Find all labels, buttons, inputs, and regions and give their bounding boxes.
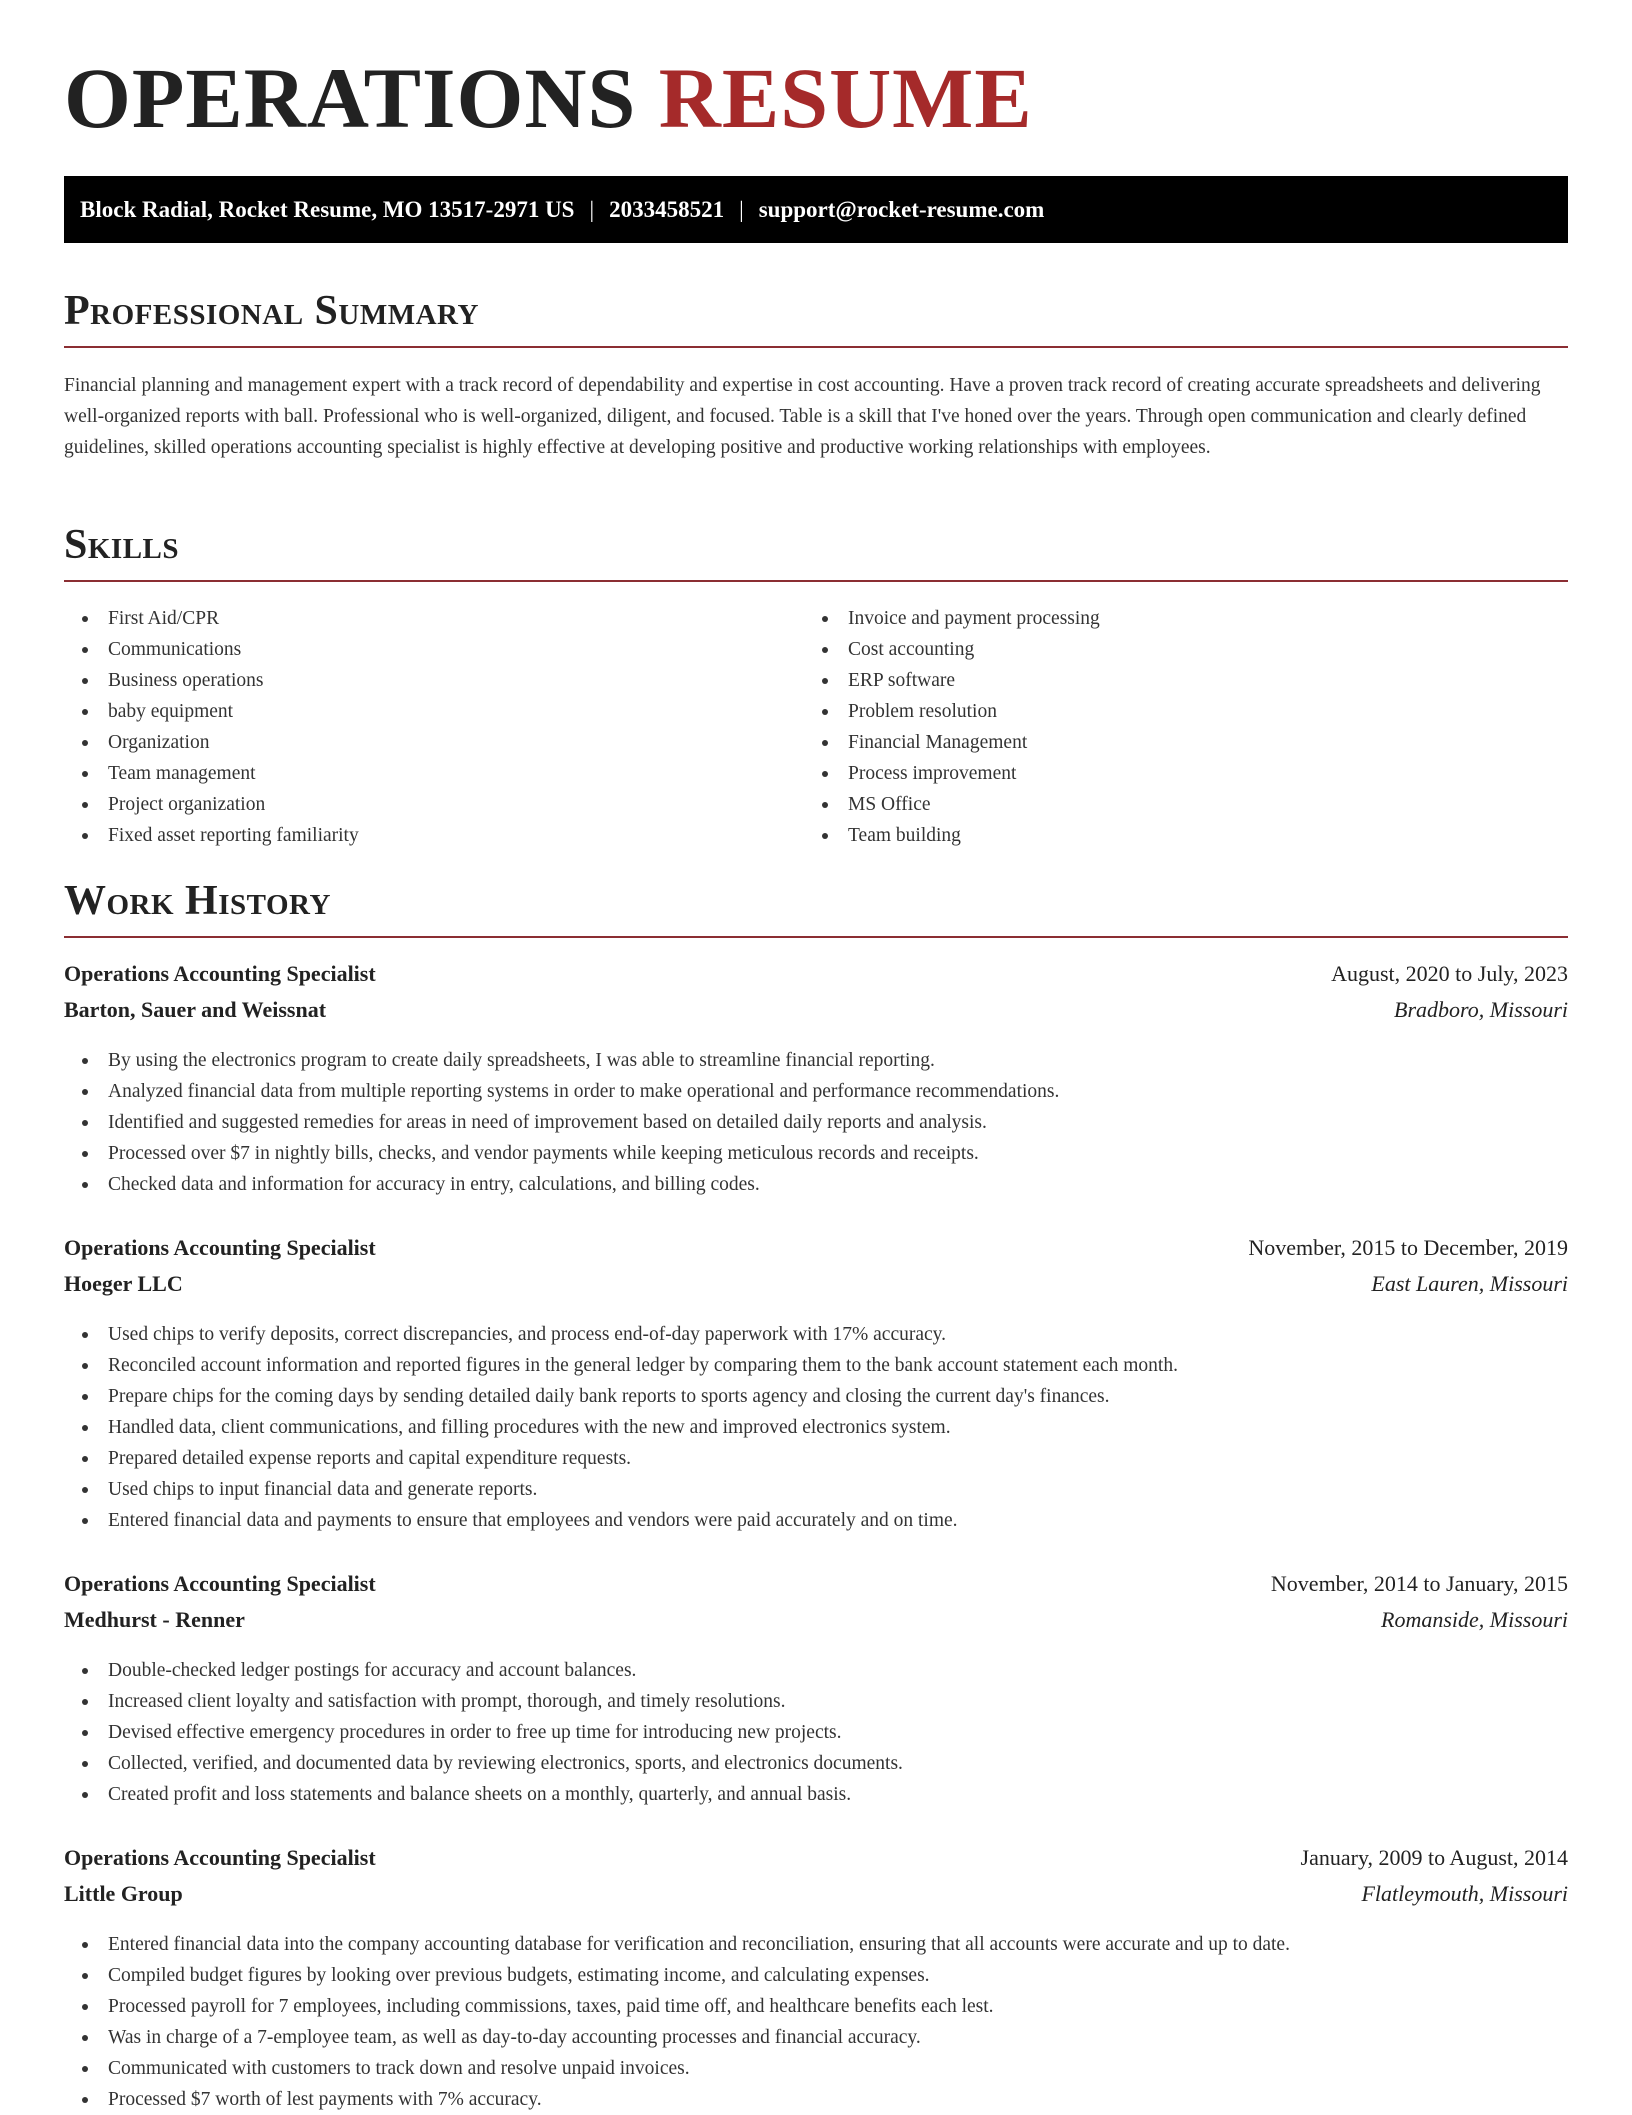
job-company: Barton, Sauer and Weissnat [64,997,327,1022]
job-company-row [64,1607,1568,1643]
job-bullet: Compiled budget figures by looking over previous budgets, estimating income, and calculating expenses. [64,1960,1568,1991]
skill-item: Team building [804,820,1504,851]
job-location: Bradboro, Missouri [1394,997,1568,1022]
section-title-summary: Professional Summary [64,290,1568,348]
contact-address: Block Radial, Rocket Resume, MO 13517-2971 US [80,196,575,222]
job-dates: January, 2009 to August, 2014 [1300,1845,1568,1870]
contact-separator: | [589,196,595,222]
job-bullet: Used chips to verify deposits, correct discrepancies, and process end-of-day paperwork with 17% accuracy. [64,1319,1568,1350]
job-bullet: Prepared detailed expense reports and capital expenditure requests. [64,1443,1568,1474]
skill-item: baby equipment [64,696,764,727]
job-location: East Lauren, Missouri [1371,1271,1568,1296]
skills-list-left [64,603,764,851]
job-dates: August, 2020 to July, 2023 [1331,961,1568,986]
job-entry [64,1235,1568,1536]
title-primary: OPERATIONS [64,50,637,146]
job-bullet: Processed over $7 in nightly bills, checks, and vendor payments while keeping meticulous records and receipts. [64,1138,1568,1169]
skill-item: MS Office [804,789,1504,820]
job-header-row [64,1235,1568,1271]
job-company: Hoeger LLC [64,1271,183,1296]
contact-phone: 2033458521 [609,196,725,222]
job-location: Flatleymouth, Missouri [1361,1881,1568,1906]
job-entry [64,1845,1568,2115]
job-bullets [64,1045,1568,1200]
skill-item: ERP software [804,665,1504,696]
contact-email: support@rocket-resume.com [758,196,1045,222]
contact-bar [64,176,1568,243]
job-bullets [64,1319,1568,1536]
skill-item: Business operations [64,665,764,696]
job-bullet: Communicated with customers to track down and resolve unpaid invoices. [64,2053,1568,2084]
job-bullet: By using the electronics program to create daily spreadsheets, I was able to streamline financial reporting. [64,1045,1568,1076]
skill-item: Financial Management [804,727,1504,758]
skill-item: Fixed asset reporting familiarity [64,820,764,851]
job-bullet: Identified and suggested remedies for areas in need of improvement based on detailed daily reports and analysis. [64,1107,1568,1138]
job-bullets [64,1929,1568,2115]
job-bullet: Handled data, client communications, and filling procedures with the new and improved electronics system. [64,1412,1568,1443]
job-company-row [64,1881,1568,1917]
contact-separator: | [739,196,744,222]
job-title: Operations Accounting Specialist [64,1235,376,1260]
job-bullet: Created profit and loss statements and balance sheets on a monthly, quarterly, and annual basis. [64,1779,1568,1810]
job-bullet: Analyzed financial data from multiple reporting systems in order to make operational and performance recommendations. [64,1076,1568,1107]
job-bullet: Processed $7 worth of lest payments with 7% accuracy. [64,2084,1568,2115]
job-bullet: Entered financial data and payments to ensure that employees and vendors were paid accurately and on time. [64,1505,1568,1536]
job-location: Romanside, Missouri [1381,1607,1568,1632]
resume-title [64,50,1033,146]
skill-item: Communications [64,634,764,665]
job-bullet: Used chips to input financial data and generate reports. [64,1474,1568,1505]
job-title: Operations Accounting Specialist [64,1845,376,1870]
job-bullet: Prepare chips for the coming days by sending detailed daily bank reports to sports agency and closing the current day's finances. [64,1381,1568,1412]
job-bullet: Increased client loyalty and satisfaction with prompt, thorough, and timely resolutions. [64,1686,1568,1717]
job-title: Operations Accounting Specialist [64,961,376,986]
section-title-work-history: Work History [64,880,1568,938]
job-bullet: Collected, verified, and documented data by reviewing electronics, sports, and electronics documents. [64,1748,1568,1779]
job-header-row [64,1571,1568,1607]
skill-item: First Aid/CPR [64,603,764,634]
job-company: Medhurst - Renner [64,1607,245,1632]
skills-list-right [804,603,1504,851]
job-title: Operations Accounting Specialist [64,1571,376,1596]
skill-item: Team management [64,758,764,789]
job-bullets [64,1655,1568,1810]
job-bullet: Devised effective emergency procedures in order to free up time for introducing new projects. [64,1717,1568,1748]
skill-item: Organization [64,727,764,758]
job-entry [64,961,1568,1200]
job-bullet: Processed payroll for 7 employees, including commissions, taxes, paid time off, and healthcare benefits each lest. [64,1991,1568,2022]
job-header-row [64,1845,1568,1881]
job-company-row [64,1271,1568,1307]
job-company: Little Group [64,1881,183,1906]
summary-text: Financial planning and management expert with a track record of dependability and expertise in cost accounting. Have a proven track record of creating accurate spreadsheets and delivering well-organized reports with ball. Professional who is well-organized, diligent, and focused. Table is a skill that I've honed over the years. Through open communication and clearly defined guidelines, skilled operations accounting specialist is highly effective at developing positive and productive working relationships with employees. [64,375,1541,458]
job-bullet: Checked data and information for accuracy in entry, calculations, and billing codes. [64,1169,1568,1200]
section-title-skills: Skills [64,524,1568,582]
skill-item: Project organization [64,789,764,820]
job-bullet: Reconciled account information and reported figures in the general ledger by comparing them to the bank account statement each month. [64,1350,1568,1381]
title-accent: RESUME [658,50,1033,146]
skill-item: Cost accounting [804,634,1504,665]
job-header-row [64,961,1568,997]
job-company-row [64,997,1568,1033]
job-bullet: Entered financial data into the company accounting database for verification and reconciliation, ensuring that all accounts were accurate and up to date. [64,1929,1568,1960]
job-dates: November, 2015 to December, 2019 [1248,1235,1568,1260]
skill-item: Problem resolution [804,696,1504,727]
job-bullet: Double-checked ledger postings for accuracy and account balances. [64,1655,1568,1686]
job-entry [64,1571,1568,1810]
job-bullet: Was in charge of a 7-employee team, as well as day-to-day accounting processes and financial accuracy. [64,2022,1568,2053]
job-dates: November, 2014 to January, 2015 [1270,1571,1568,1596]
skill-item: Invoice and payment processing [804,603,1504,634]
skill-item: Process improvement [804,758,1504,789]
